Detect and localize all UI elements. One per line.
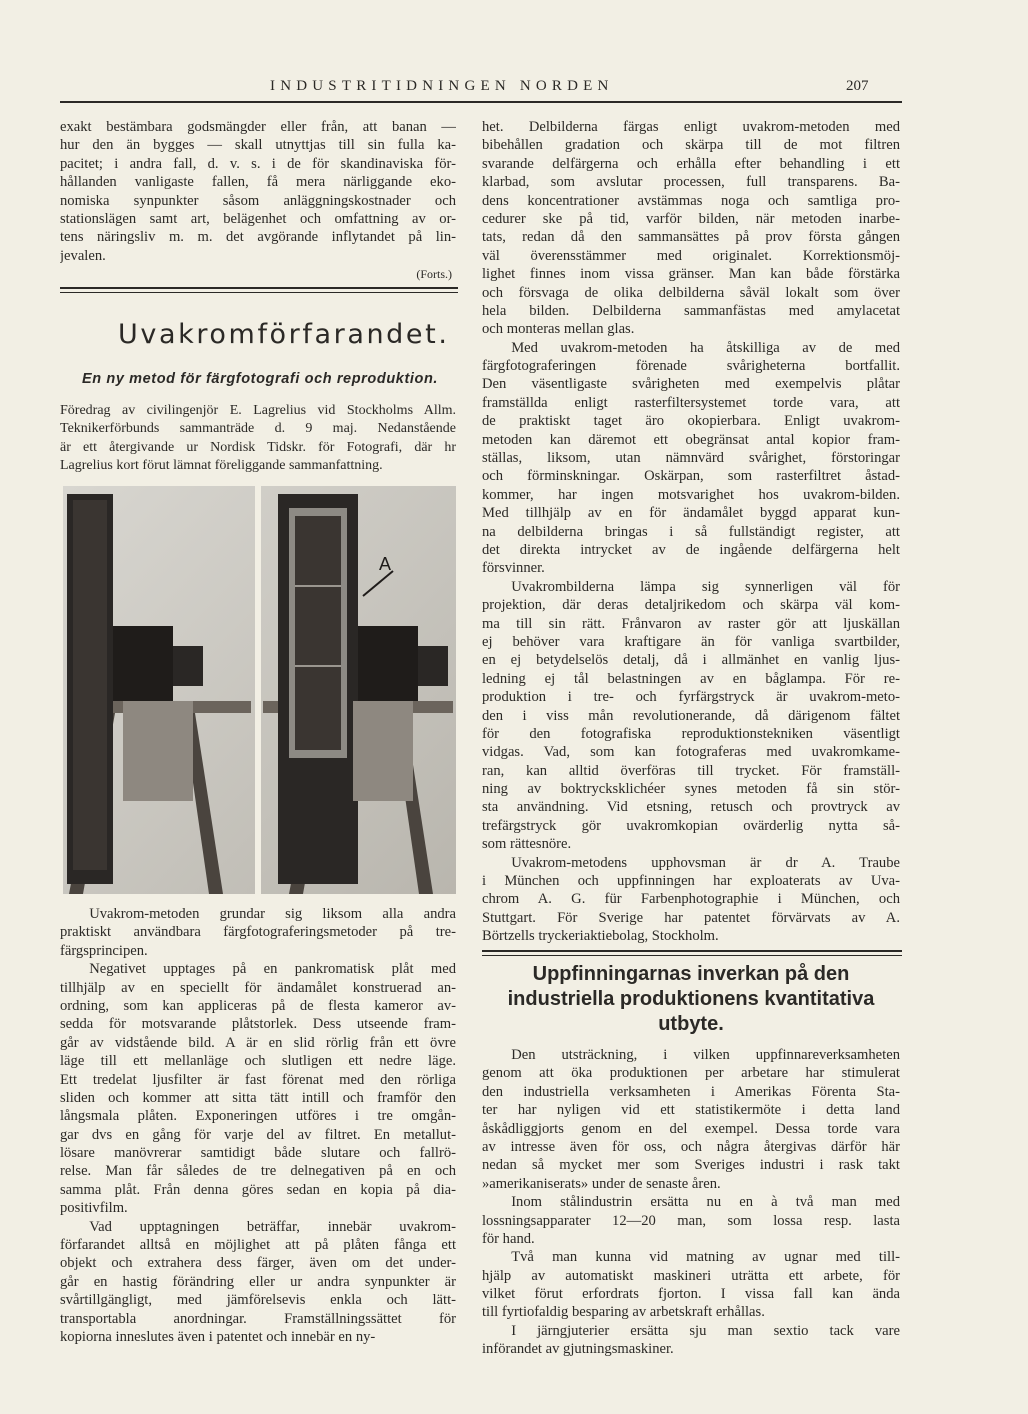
text-line: stationslägen samt art, belägenhet och omfattning av or- <box>60 210 456 227</box>
text-line: vidgas. Vad, som kan fotograferas med uvakromkame- <box>482 744 900 761</box>
text-line: väl överensstämmer med originalet. Korrektionsmöj- <box>482 247 900 264</box>
text-line: ställas, liksom, utan nämnvärd svårighet, förstoringar <box>482 450 900 467</box>
text-line: jevalen. <box>60 247 106 264</box>
text-line: den i viss mån revolutionerande, då därigenom fältet <box>482 707 900 724</box>
text-line: går en hastig förändring eller ur andra synpunkter är <box>60 1273 456 1290</box>
text-line: exakt bestämbara godsmängder eller från, att banan — <box>60 119 456 135</box>
paragraph <box>60 402 456 476</box>
text-line: hur den än bygges — skall utnyttjas till sin fulla ka- <box>60 137 456 154</box>
text-line: den industriella verksamheten i Amerikas Förenta Sta- <box>482 1083 900 1100</box>
text-line: Teknikerförbunds sammanträde d. 9 maj. Nedanstående <box>60 421 456 437</box>
text-line: Ett tredelat ljusfilter är fast förenat med den rörliga <box>60 1071 456 1088</box>
text-line: trefärgstryck gör uvakromkopian ovärderlig nytta så- <box>482 817 900 834</box>
text-line: kopiorna inneslutes även i patentet och innebär en ny- <box>60 1328 376 1345</box>
text-line: samma plåt. Från denna göres sedan en kopia på dia- <box>60 1181 456 1198</box>
text-line: och försvaga de olika delbilderna såväl lokalt som över <box>482 284 900 301</box>
text-line: klarbad, som avslutar processen, full transparens. Ba- <box>482 174 900 191</box>
article-headline: Uppfinningarnas inverkan på den industriella produktionens kvantitativa utbyte. <box>507 963 875 1035</box>
text-line: långsmala plåten. Exponeringen utföres i tre omgån- <box>60 1108 456 1125</box>
text-line: chrom A. G. für Farbenphotographie i München, och <box>482 891 900 908</box>
text-line: ter har nyligen vid ett statistikermöte i detta land <box>482 1102 900 1119</box>
text-line: Börtzells tryckeriaktiebolag, Stockholm. <box>482 928 719 945</box>
text-line: tillhjälp av en speciellt för ändamålet konstruerad an- <box>60 979 456 996</box>
page-number: 207 <box>846 78 869 94</box>
text-line: Den utsträckning, i vilken uppfinnareverksamheten <box>511 1047 900 1063</box>
section-rule <box>482 950 902 952</box>
paragraph <box>482 1193 900 1248</box>
text-line: »amerikaniserats» under de senaste åren. <box>482 1175 721 1192</box>
paragraph <box>482 854 900 946</box>
text-line: ning av boktrycksklichéer synes metoden få sin stör- <box>482 781 900 798</box>
paragraph <box>482 578 900 854</box>
text-line: är ett återgivande ur Nordisk Tidskr. för Fotografi, där hr <box>60 439 456 455</box>
text-line: ma till sin rätt. Frånvaron av raster gör att ljuskällan <box>482 615 900 632</box>
prev-article-text <box>60 118 456 265</box>
text-line: produktion i tre- och fyrfärgstryck är uvakrom-meto- <box>482 689 900 706</box>
text-line: går av vidstående bild. A är en slid rörlig från ett övre <box>60 1034 456 1051</box>
text-line: relse. Man får således de tre delnegativen på en och <box>60 1163 456 1180</box>
paragraph <box>60 960 456 1217</box>
text-line: Inom stålindustrin ersätta nu en à två man med <box>511 1194 900 1211</box>
camera-photo <box>63 486 456 894</box>
text-line: objekt och extrahera dess färger, även om det under- <box>60 1255 456 1272</box>
header-rule <box>60 101 902 103</box>
paragraph <box>482 1322 900 1359</box>
article-body-right <box>482 118 900 946</box>
text-line: ledning ej tål belastningen av en båglampa. För re- <box>482 670 900 687</box>
text-line: Uvakrom-metodens upphovsman är dr A. Traube <box>511 854 900 871</box>
text-line: sliden och kommer att sitta tätt intill och framför den <box>60 1089 456 1106</box>
paragraph <box>482 1248 900 1322</box>
section-rule <box>60 287 458 289</box>
text-line: de praktiskt taget äro okopierbara. Enligt uvakrom- <box>482 413 900 430</box>
text-line: svårtillgängligt, med jämförelsevis enkla och lätt- <box>60 1292 456 1309</box>
text-line: hjälp av automatiskt maskineri uträtta ett arbete, för <box>482 1267 900 1284</box>
text-line: tens näringsliv m. m. det avgörande inflytandet på lin- <box>60 229 456 246</box>
article-title: Uvakromförfarandet. <box>118 319 450 350</box>
article2-body <box>482 1046 900 1359</box>
text-line: Lagrelius kort förut lämnat föreliggande sammanfattning. <box>60 458 383 474</box>
paragraph <box>60 1218 456 1347</box>
paragraph <box>60 905 456 960</box>
text-line: tats, redan då den sammansättes på prov första gången <box>482 229 900 246</box>
text-line: pacitet; i andra fall, d. v. s. i de för skandinaviska för- <box>60 155 456 172</box>
text-line: sta användning. Vid etsning, retusch och provtryck av <box>482 799 900 816</box>
text-line: dens koncentrationer avstämmas noga och samtliga pro- <box>482 192 900 209</box>
text-line: och monteras mellan glas. <box>482 321 635 338</box>
text-line: nedan så mycket mer som Sveriges industri i rask takt <box>482 1157 900 1174</box>
text-line: metoden kan däremot ett obegränsat antal kopior fram- <box>482 431 900 448</box>
text-line: ej behöver vara kraftigare än för vanliga svartbilder, <box>482 633 900 650</box>
text-line: cedurer ske på tid, varför bilden, när metoden inarbe- <box>482 210 900 227</box>
paragraph <box>482 1046 900 1193</box>
text-line: na delbilderna bringas i så fullständigt register, att <box>482 523 900 540</box>
text-line: ran, kan alltid överföras till trycket. För framställ- <box>482 762 900 779</box>
text-line: nomiska synpunkter såsom anläggningskostnader och <box>60 192 456 209</box>
text-line: praktiskt användbara färgfotograferingsmetoder på tre- <box>60 924 456 941</box>
text-line: kommer, har ingen motsvarighet hos uvakrom-bilden. <box>482 486 900 503</box>
text-line: för den fotografiska reproduktionstekniken väsentligt <box>482 725 900 742</box>
text-line: färgsprincipen. <box>60 942 148 959</box>
text-line: av intresse även för oss, och några återgivas därför här <box>482 1138 900 1155</box>
running-header: INDUSTRITIDNINGEN NORDEN <box>270 78 614 94</box>
section-rule <box>60 292 458 293</box>
text-line: Uvakrombilderna lämpa sig synnerligen väl för <box>511 578 900 595</box>
continued-note: (Forts.) <box>416 267 452 281</box>
text-line: framställda enligt rasterfiltersystemet torde vara, att <box>482 394 900 411</box>
text-line: införandet av gjutningsmaskiner. <box>482 1341 674 1358</box>
text-line: Negativet upptages på en pankromatisk plåt med <box>89 961 456 978</box>
text-line: genom att öka produktionen per arbetare har stimulerat <box>482 1065 900 1082</box>
text-line: vilket förut erfordrats fjorton. I vissa fall kan ända <box>482 1286 900 1303</box>
text-line: som rättesnöre. <box>482 836 572 853</box>
text-line: positivfilm. <box>60 1200 128 1217</box>
text-line: en ej betydelselös detalj, då i allmänhet en vanlig ljus- <box>482 652 900 669</box>
text-line: färgfotograferingen förenade svårigheterna bortfallit. <box>482 358 900 375</box>
text-line: för hand. <box>482 1230 535 1247</box>
text-line: lossningsapparater 12—20 man, som lossa resp. lasta <box>482 1212 900 1229</box>
text-line: i München och uppfinningen har exploaterats av Uva- <box>482 873 900 890</box>
text-line: svarande delfärgerna och erhålla efter behandling i ett <box>482 155 900 172</box>
text-line: och förminskningar. Oskärpan, som rasterfiltret åstad- <box>482 468 900 485</box>
text-line: Två man kunna vid matning av ugnar med till- <box>511 1249 900 1266</box>
paragraph <box>60 118 456 265</box>
article-subtitle: En ny metod för färgfotografi och reproduktion. <box>82 371 439 387</box>
text-line: ordning, som kan appliceras på de flesta kameror av- <box>60 997 456 1014</box>
photo-label-a: A <box>379 554 392 574</box>
text-line: Uvakrom-metoden grundar sig liksom alla andra <box>89 906 456 922</box>
text-line: Föredrag av civilingenjör E. Lagrelius vid Stockholms Allm. <box>60 403 456 418</box>
text-line: projektion, där deras detaljrikedom och skärpa väl kom- <box>482 597 900 614</box>
text-line: läge till ett mellanläge och slutligen ett nedre läge. <box>60 1053 456 1070</box>
text-line: Den väsentligaste svårigheten med exempelvis plåtar <box>482 376 900 393</box>
text-line: lösare manövrerar samtidigt både slutare och fallrö- <box>60 1145 456 1162</box>
paragraph <box>482 339 900 578</box>
text-line: Med uvakrom-metoden ha åtskilliga av de med <box>511 339 900 356</box>
text-line: I järngjuterier ersätta sju man sextio tack vare <box>511 1322 900 1339</box>
text-line: det direkta intrycket av de ingående delfärgerna helt <box>482 541 900 558</box>
text-line: lighet finnes inom vissa gränser. Man kan både förstärka <box>482 266 900 283</box>
paragraph <box>482 118 900 339</box>
text-line: till fyrtiofaldig besparing av arbetskraft erhållas. <box>482 1304 765 1321</box>
text-line: Stuttgart. För Sverige har patentet förvärvats av A. <box>482 909 900 926</box>
text-line: förfarandet alltså en möjlighet att på plåten fånga ett <box>60 1237 456 1254</box>
text-line: Vad upptagningen beträffar, innebär uvakrom- <box>89 1218 456 1235</box>
article-intro <box>60 402 456 476</box>
text-line: hållanden vanligaste fallen, få mera närliggande eko- <box>60 174 456 191</box>
text-line: bibehållen gradation och skärpa till de mot filtren <box>482 137 900 154</box>
text-line: Med tillhjälp av en för ändamålet byggd apparat kun- <box>482 505 900 522</box>
text-line: het. Delbilderna färgas enligt uvakrom-metoden med <box>482 119 900 135</box>
text-line: åskådliggjorts genom en del exempel. Dessa torde vara <box>482 1120 900 1137</box>
text-line: transportabla anordningar. Framställningssättet för <box>60 1310 456 1327</box>
article-body-left <box>60 905 456 1346</box>
text-line: försvinner. <box>482 560 545 577</box>
section-rule <box>482 955 902 956</box>
text-line: gar dvs en gång för varje del av filtret. En metallut- <box>60 1126 456 1143</box>
text-line: hela bilden. Delbilderna sammanfästas med amylacetat <box>482 302 900 319</box>
text-line: sedda för motsvarande plåtstorlek. Dess utseende fram- <box>60 1016 456 1033</box>
